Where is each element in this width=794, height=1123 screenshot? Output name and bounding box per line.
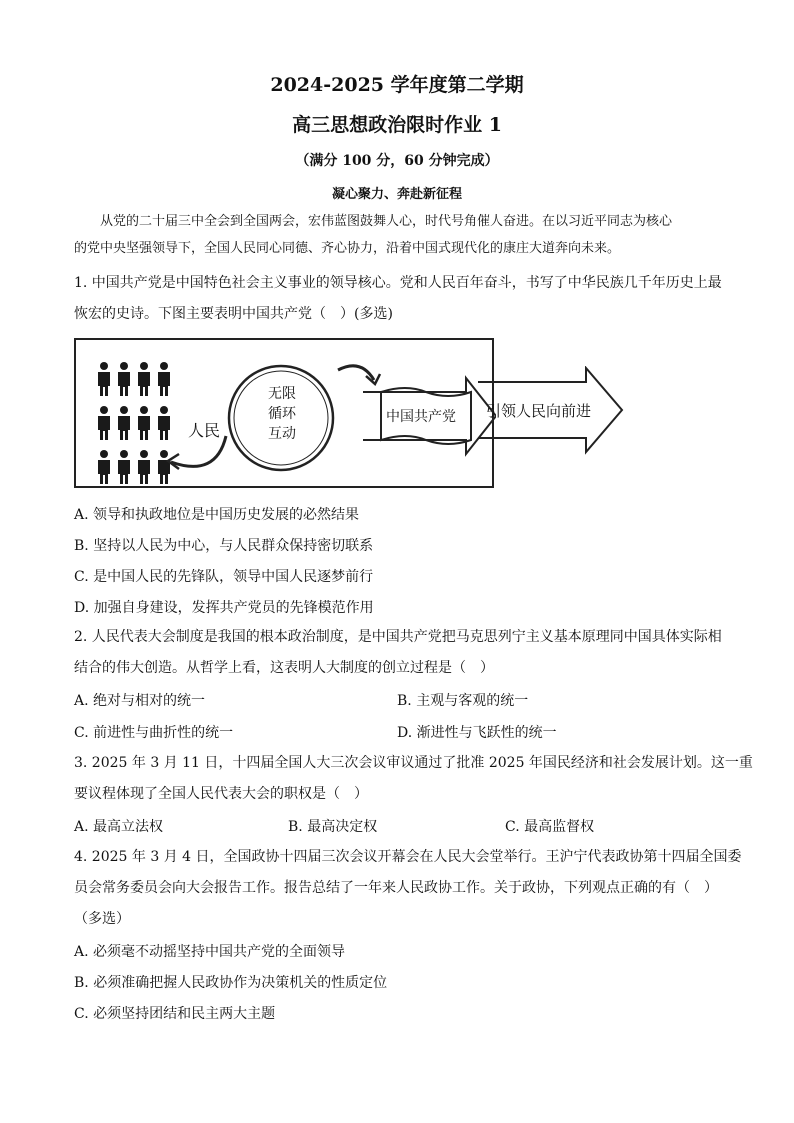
person-icon xyxy=(138,450,150,484)
question-4-line: 员会常务委员会向大会报告工作。报告总结了一年来人民政协工作。关于政协，下列观点正确的有（ ） xyxy=(74,880,718,896)
question-3-line: 3. 2025 年 3 月 11 日，十四届全国人大三次会议审议通过了批准 2025 年国民经济和社会发展计划。这一重 xyxy=(74,755,753,771)
question-3 xyxy=(74,748,753,810)
person-icon xyxy=(98,406,110,440)
intro-paragraph xyxy=(74,208,724,262)
q3-option-b[interactable]: B. 最高决定权 xyxy=(288,819,378,835)
cycle-label xyxy=(268,384,296,444)
person-icon xyxy=(118,450,130,484)
q3-option-a[interactable]: A. 最高立法权 xyxy=(74,819,164,835)
lead-arrow xyxy=(476,366,626,456)
cycle-label-line: 无限 xyxy=(268,386,296,402)
q2-option-d[interactable]: D. 渐进性与飞跃性的统一 xyxy=(397,725,557,741)
person-icon xyxy=(158,450,170,484)
q3-option-c[interactable]: C. 最高监督权 xyxy=(505,819,595,835)
q4-option-c[interactable]: C. 必须坚持团结和民主两大主题 xyxy=(74,1006,276,1022)
people-figures xyxy=(98,362,170,484)
person-icon xyxy=(158,406,170,440)
q2-option-c[interactable]: C. 前进性与曲折性的统一 xyxy=(74,725,234,741)
question-1-line: 1. 中国共产党是中国特色社会主义事业的领导核心。党和人民百年奋斗，书写了中华民族几千年历史上最 xyxy=(74,275,722,291)
section-heading: 凝心聚力、奔赴新征程 xyxy=(331,187,462,202)
q4-option-b[interactable]: B. 必须准确把握人民政协作为决策机关的性质定位 xyxy=(74,975,388,991)
q2-option-b[interactable]: B. 主观与客观的统一 xyxy=(397,693,529,709)
school-year-heading: 2024-2025 学年度第二学期 xyxy=(270,74,524,96)
intro-line: 从党的二十届三中全会到全国两会，宏伟蓝图鼓舞人心，时代号角催人奋进。在以习近平同志为核心 xyxy=(100,214,673,229)
party-people-diagram xyxy=(74,338,494,488)
question-4 xyxy=(74,842,742,935)
intro-line: 的党中央坚强领导下，全国人民同心同德、齐心协力，沿着中国式现代化的康庄大道奔向未来。 xyxy=(74,241,621,256)
q1-option-c[interactable]: C. 是中国人民的先锋队，领导中国人民逐梦前行 xyxy=(74,569,374,585)
q1-option-b[interactable]: B. 坚持以人民为中心，与人民群众保持密切联系 xyxy=(74,538,374,554)
question-2-line: 2. 人民代表大会制度是我国的根本政治制度，是中国共产党把马克思列宁主义基本原理同中国具体实际相 xyxy=(74,629,722,645)
people-label: 人民 xyxy=(188,421,221,440)
person-icon xyxy=(118,362,130,396)
q4-option-a[interactable]: A. 必须毫不动摇坚持中国共产党的全面领导 xyxy=(74,944,346,960)
person-icon xyxy=(158,362,170,396)
party-label: 中国共产党 xyxy=(386,409,456,425)
q2-option-a[interactable]: A. 绝对与相对的统一 xyxy=(74,693,206,709)
person-icon xyxy=(138,362,150,396)
question-3-line: 要议程体现了全国人民代表大会的职权是（ ） xyxy=(74,786,368,802)
person-icon xyxy=(138,406,150,440)
question-1-line: 恢宏的史诗。下图主要表明中国共产党（ ）(多选) xyxy=(74,306,393,322)
question-4-line: （多选） xyxy=(74,911,130,927)
q1-option-a[interactable]: A. 领导和执政地位是中国历史发展的必然结果 xyxy=(74,507,360,523)
question-4-line: 4. 2025 年 3 月 4 日，全国政协十四届三次会议开幕会在人民大会堂举行。王沪宁代表政协第十四届全国委 xyxy=(74,849,742,865)
lead-arrow-label: 引领人民向前进 xyxy=(486,402,592,420)
question-2 xyxy=(74,622,724,684)
person-icon xyxy=(118,406,130,440)
q1-option-d[interactable]: D. 加强自身建设，发挥共产党员的先锋模范作用 xyxy=(74,600,374,616)
exam-title: 高三思想政治限时作业 1 xyxy=(292,114,502,136)
cycle-label-line: 循环 xyxy=(268,406,296,422)
person-icon xyxy=(98,450,110,484)
cycle-label-line: 互动 xyxy=(268,426,296,442)
person-icon xyxy=(98,362,110,396)
exam-subtitle: （满分 100 分，60 分钟完成） xyxy=(295,153,499,169)
question-2-line: 结合的伟大创造。从哲学上看，这表明人大制度的创立过程是（ ） xyxy=(74,660,494,676)
question-1 xyxy=(74,268,724,330)
